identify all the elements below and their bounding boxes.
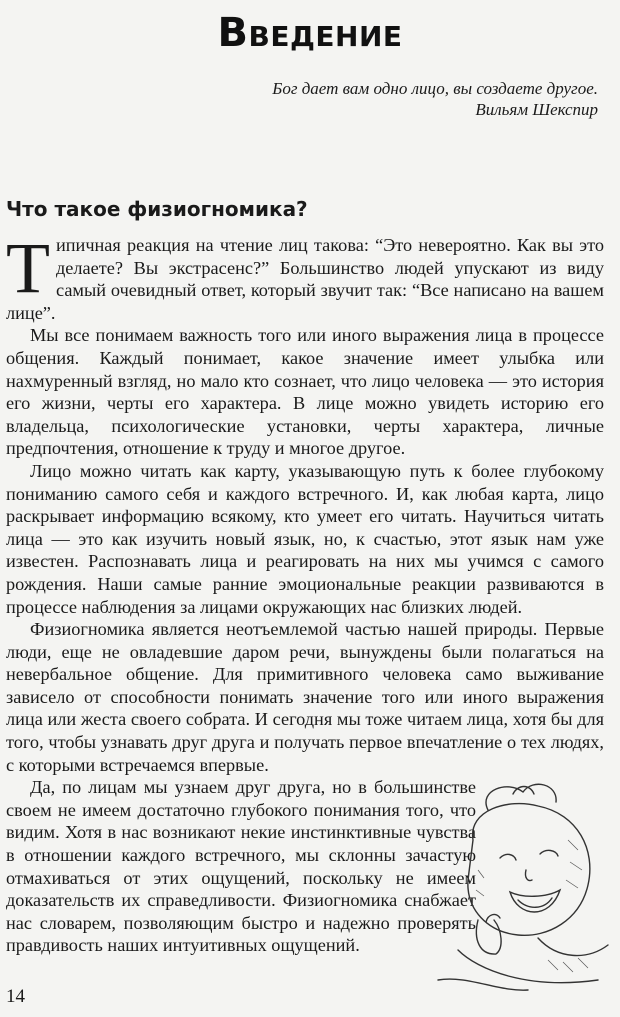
epigraph xyxy=(78,78,598,120)
paragraph-1-text: ипичная реакция на чтение лиц такова: “Это невероятно. Как вы это делаете? Вы экстрасенс?” Большинство людей упускают из виду самый очевидный ответ, который звучит так: “Все написано на вашем лице”. xyxy=(6,235,604,323)
chapter-title: Введение xyxy=(217,10,403,56)
paragraph-3: Лицо можно читать как карту, указывающую путь к более глубокому пониманию самого себя и каждого встречного. И, как любая карта, лицо раскрывает информацию всякому, кто умеет его читать. Научиться читать лица — это как изучить новый язык, но, к счастью, этот язык нам уже известен. Распознавать лица и реагировать на них мы учимся с самого рождения. Наши самые ранние эмоциональные реакции развиваются в процессе наблюдения за лицами окружающих нас близких людей. xyxy=(6,460,604,617)
epigraph-quote: Бог дает вам одно лицо, вы создаете другое. xyxy=(272,79,598,98)
drop-cap: Т xyxy=(6,228,50,308)
epigraph-author: Вильям Шекспир xyxy=(475,100,598,119)
page-number: 14 xyxy=(6,986,25,1007)
section-heading: Что такое физиогномика? xyxy=(6,197,308,221)
paragraph-2: Мы все понимаем важность того или иного выражения лица в процессе общения. Каждый понимает, какое значение имеет улыбка или нахмуренный взгляд, но мало кто сознает, что лицо человека — это история его жизни, черты его характера. В лице можно увидеть историю его владельца, психологические установки, черты характера, личные предпочтения, отношение к труду и многое другое. xyxy=(6,325,604,459)
paragraph-4: Физиогномика является неотъемлемой частью нашей природы. Первые люди, еще не овладевшие даром речи, вынуждены были полагаться на невербальное общение. Для примитивного человека само выживание зависело от способности понимать значение того или иного выражения лица или жеста своего собрата. И сегодня мы тоже читаем лица, хотя бы для того, чтобы узнавать друг друга и получать первое впечатление о тех людях, с которыми встречаемся впервые. xyxy=(6,619,604,775)
laughing-baby-sketch-icon xyxy=(418,770,618,995)
paragraph-1 xyxy=(6,228,604,324)
paragraph-5: Да, по лицам мы узнаем друг друга, но в большинстве своем не имеем достаточно глубокого понимания того, что видим. Хотя в нас возникают некие инстинктивные чувства в отношении каждого встречного, мы склонны зачастую отмахиваться от этих ощущений, поскольку не имеем доказательств их справедливости. Физиогномика снабжает нас словарем, позволяющим быстро и надежно проверять правдивость наших интуитивных ощущений. xyxy=(6,777,476,956)
